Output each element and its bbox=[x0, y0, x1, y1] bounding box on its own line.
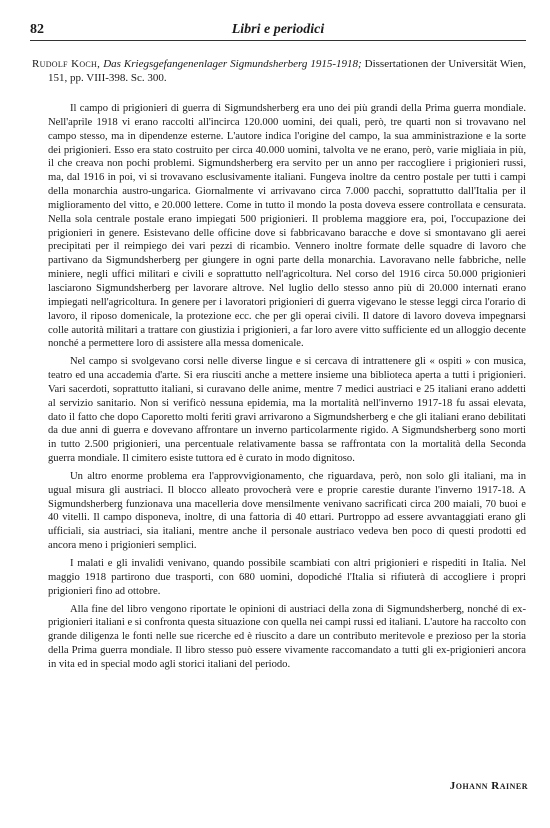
header-rule bbox=[30, 40, 526, 41]
paragraph: Il campo di prigionieri di guerra di Sigmundsherberg era uno dei più grandi della Prima guerra mondiale. Nell'aprile 1918 vi erano raccolti all'incirca 120.000 uomini, dei quali, però, tre quarti non si trovavano nel campo stesso, ma in dipendenze esterne. L'autore indica l'origine del campo, la sua amministrazione e la sorte dei prigionieri. Esso era stato costruito per circa 40.000 uomini, talvolta ve ne erano, però, varie migliaia in più, il che creava non pochi problemi. Sigmundsherberg era servito per un anno per raccogliere i prigionieri russi, ma, dal 1916 in poi, vi si trovavano esclusivamente italiani. Fungeva inoltre da centro postale per tutti i campi della monarchia austro-ungarica. Giornalmente vi arrivavano circa 7.000 pacchi, soprattutto dall'Italia per il miglioramento del vitto, e 20.000 lettere. Come in tutto il mondo la posta doveva essere controllata e censurata. Nella sola centrale postale erano impiegati 500 prigionieri. Il problema maggiore era, poi, l'occupazione dei prigionieri in genere. Esistevano delle officine dove si fabbricavano baracche e dove si smontavano gli aerei precipitati per il reimpiego dei vari pezzi di ricambio. Vennero inoltre formate delle squadre di lavoro che partivano da Sigmundsherberg per giungere in ogni parte della monarchia. Lavoravano nelle fabbriche, nelle miniere, negli uffici militari e civili e soprattutto nell'agricoltura. Nel corso del 1916 circa 50.000 prigionieri lasciarono Sigmundsherberg per lavorare altrove. Nel luglio dello stesso anno più di 20.000 internati erano impiegati nell'agricoltura. In genere per i lavoratori prigionieri di guerra vigevano le stesse leggi circa l'orario di lavoro, il riposo domenicale, la protezione ecc. che per gli operai civili. Il datore di lavoro doveva impegnarsi colle autorità militari a trattare con giustizia i prigionieri, a far loro avere vitto sufficiente ed un alloggio decente nonché a permettere loro di assistere alla messa domenicale. bbox=[48, 103, 526, 350]
citation-title: Das Kriegsgefangenenlager Sigmundsherberg 1915-1918; bbox=[103, 58, 362, 70]
page-number: 82 bbox=[30, 22, 44, 37]
paragraph: I malati e gli invalidi venivano, quando possibile scambiati con altri prigionieri e rispediti in Italia. Nel maggio 1918 partirono due trasporti, con 680 uomini, dopodiché l'Italia si rifiuterà di accogliere i propri prigionieri fino ad ottobre. bbox=[48, 558, 526, 597]
paragraph: Alla fine del libro vengono riportate le opinioni di austriaci della zona di Sigmundsherberg, nonché di ex-prigionieri italiani e si confronta questa situazione con quella nei campi russi ed italiani. L'autore ha raccolto con grande diligenza le fonti nelle sue ricerche ed è riuscito a dare un contributo meritevole e prezioso per la storia della Prima guerra mondiale. Il libro stesso può essere vivamente raccomandato a tutti gli ex-prigionieri ancora in vita ed in special modo agli storici italiani del periodo. bbox=[48, 603, 526, 670]
paragraph: Nel campo si svolgevano corsi nelle diverse lingue e si cercava di intrattenere gli « ospiti » con musica, teatro ed una accademia d'arte. Si era riusciti anche a mettere insieme una biblioteca aperta a tutti i prigionieri. Vari sacerdoti, soprattutto italiani, si curavano delle anime, mentre 7 medici austriaci e 25 italiani erano addetti al servizio sanitario. Non si verificò nessuna epidemia, ma la mortalità nell'inverno 1917-18 fu assai elevata, dato il fatto che dopo Caporetto molti feriti gravi arrivarono a Sigmundsherberg e che gli italiani erano debilitati da due anni di guerra e dovevano affrontare un inverno particolarmente rigido. A Sigmundsherberg sono morti in tutto 2.500 prigionieri, una percentuale relativamente bassa se raffrontata con la mortalità della Seconda guerra mondiale. Il cimitero esiste tuttora ed è curato in modo dignitoso. bbox=[48, 356, 526, 465]
citation-details: Dissertationen der Universität Wien, 151, pp. VIII-398. Sc. 300. bbox=[48, 58, 527, 84]
paragraph: Un altro enorme problema era l'approvvigionamento, che riguardava, però, non solo gli italiani, ma in ugual misura gli austriaci. Il blocco alleato provocherà vere e proprie carestie durante l'inverno 1917-18. A Sigmundsherberg funzionava una macelleria dove mensilmente venivano sacrificati circa 200 maiali, 70 buoi e 40 vitelli. Il campo disponeva, inoltre, di una fattoria di 40 ettari. Purtroppo ad essere avvantaggiati erano gli ufficiali, sia austriaci, sia italiani, mentre anche il personale austriaco vedeva ben poco di questi prodotti ed ancora meno i prigionieri semplici. bbox=[48, 470, 526, 552]
page-header bbox=[30, 22, 526, 42]
book-citation bbox=[32, 57, 527, 85]
running-title: Libri e periodici bbox=[231, 22, 325, 37]
reviewer-signature: Johann Rainer bbox=[449, 780, 528, 792]
review-body bbox=[48, 102, 526, 672]
citation-author: Rudolf Koch, bbox=[32, 58, 101, 70]
